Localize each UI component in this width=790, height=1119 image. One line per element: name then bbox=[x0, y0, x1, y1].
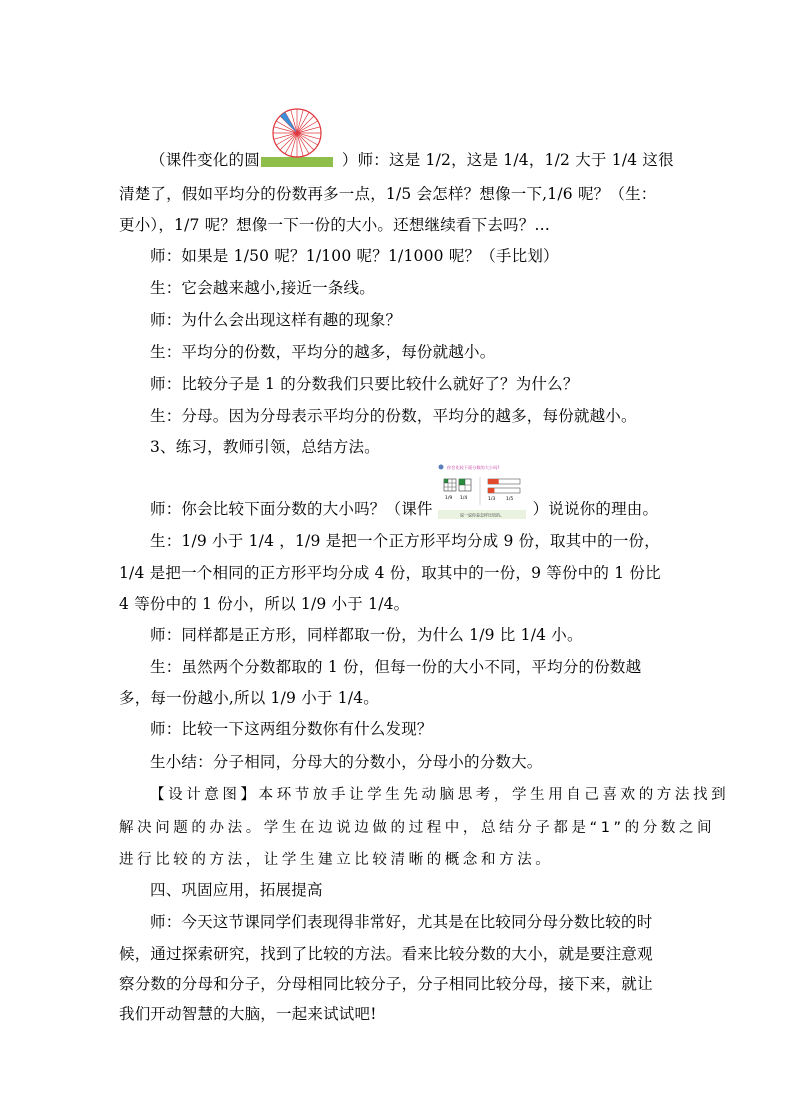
paragraph-line bbox=[150, 497, 658, 519]
circle-wheel-image bbox=[259, 107, 335, 167]
paragraph-line bbox=[150, 148, 674, 170]
slide-caption: 说一说你是怎样比较的。 bbox=[460, 512, 504, 518]
fraction-label: 1/9 bbox=[445, 496, 453, 501]
paragraph-line: 师：比较分子是 1 的分数我们只要比较什么就好了？为什么？ bbox=[150, 375, 579, 393]
paragraph-line: 3、练习，教师引领，总结方法。 bbox=[150, 438, 380, 456]
bullet-icon bbox=[439, 465, 444, 470]
paragraph-line: 生：1/9 小于 1/4 ，1/9 是把一个正方形平均分成 9 份，取其中的一份， bbox=[150, 532, 660, 550]
paragraph-line: 生：平均分的份数，平均分的越多，每份就越小。 bbox=[150, 343, 496, 361]
text-fragment: ）说说你的理由。 bbox=[532, 500, 659, 518]
text-fragment: ）师：这是 1/2，这是 1/4，1/2 大于 1/4 这很 bbox=[341, 151, 674, 169]
fraction-grid-ninths bbox=[444, 479, 471, 491]
paragraph-line: 师：比较一下这两组分数你有什么发现？ bbox=[150, 720, 433, 738]
design-intent-line: 进行比较的方法，让学生建立比较清晰的概念和方法。 bbox=[119, 852, 554, 868]
paragraph-line: 候，通过探索研究，找到了比较的方法。看来比较分数的大小，就是要注意观 bbox=[119, 945, 653, 963]
paragraph-line: 生：虽然两个分数都取的 1 份，但每一份的大小不同，平均分的份数越 bbox=[150, 658, 642, 676]
design-intent-line: 【设计意图】本环节放手让学生先动脑思考，学生用自己喜欢的方法找到 bbox=[150, 787, 730, 803]
wheel-circle bbox=[273, 109, 321, 157]
fraction-label: 1/5 bbox=[506, 497, 514, 502]
slide-title: 你会比较下面分数的大小吗? bbox=[447, 465, 500, 470]
text-fragment: 师：你会比较下面分数的大小吗？（课件 bbox=[150, 500, 433, 518]
fraction-label: 1/4 bbox=[460, 496, 468, 501]
paragraph-line: 生：它会越来越小,接近一条线。 bbox=[150, 279, 375, 297]
paragraph-line: 4 等份中的 1 份小，所以 1/9 小于 1/4。 bbox=[119, 595, 410, 613]
paragraph-line: 师：同样都是正方形，同样都取一份，为什么 1/9 比 1/4 小。 bbox=[150, 626, 583, 644]
paragraph-line: 清楚了，假如平均分的份数再多一点，1/5 会怎样？想像一下,1/6 呢？（生： bbox=[119, 185, 657, 203]
paragraph-line: 师：为什么会出现这样有趣的现象？ bbox=[150, 311, 402, 329]
section-heading: 四、巩固应用，拓展提高 bbox=[150, 881, 323, 899]
paragraph-line: 生小结：分子相同，分母大的分数小，分母小的分数大。 bbox=[150, 753, 543, 771]
text-fragment: （课件变化的圆 bbox=[150, 151, 260, 169]
paragraph-line: 1/4 是把一个相同的正方形平均分成 4 份，取其中的一份，9 等份中的 1 份比 bbox=[119, 564, 661, 582]
paragraph-line: 察分数的分母和分子，分母相同比较分子，分子相同比较分母，接下来，就让 bbox=[119, 975, 653, 993]
paragraph-line: 生：分母。因为分母表示平均分的份数，平均分的越多，每份就越小。 bbox=[150, 407, 637, 425]
paragraph-line: 师：今天这节课同学们表现得非常好，尤其是在比较同分母分数比较的时 bbox=[150, 913, 653, 931]
paragraph-line: 我们开动智慧的大脑，一起来试试吧! bbox=[119, 1005, 377, 1023]
grass-strip bbox=[261, 157, 333, 167]
paragraph-line: 更小），1/7 呢？想像一下一份的大小。还想继续看下去吗？… bbox=[119, 216, 551, 234]
fraction-label: 1/3 bbox=[488, 497, 496, 502]
paragraph-line: 师：如果是 1/50 呢？1/100 呢？1/1000 呢？（手比划） bbox=[150, 247, 559, 265]
paragraph-line: 多，每一份越小,所以 1/9 小于 1/4。 bbox=[119, 689, 379, 707]
fraction-bars bbox=[488, 479, 520, 493]
design-intent-line: 解决问题的办法。学生在边说边做的过程中，总结分子都是“1”的分数之间 bbox=[119, 820, 716, 836]
